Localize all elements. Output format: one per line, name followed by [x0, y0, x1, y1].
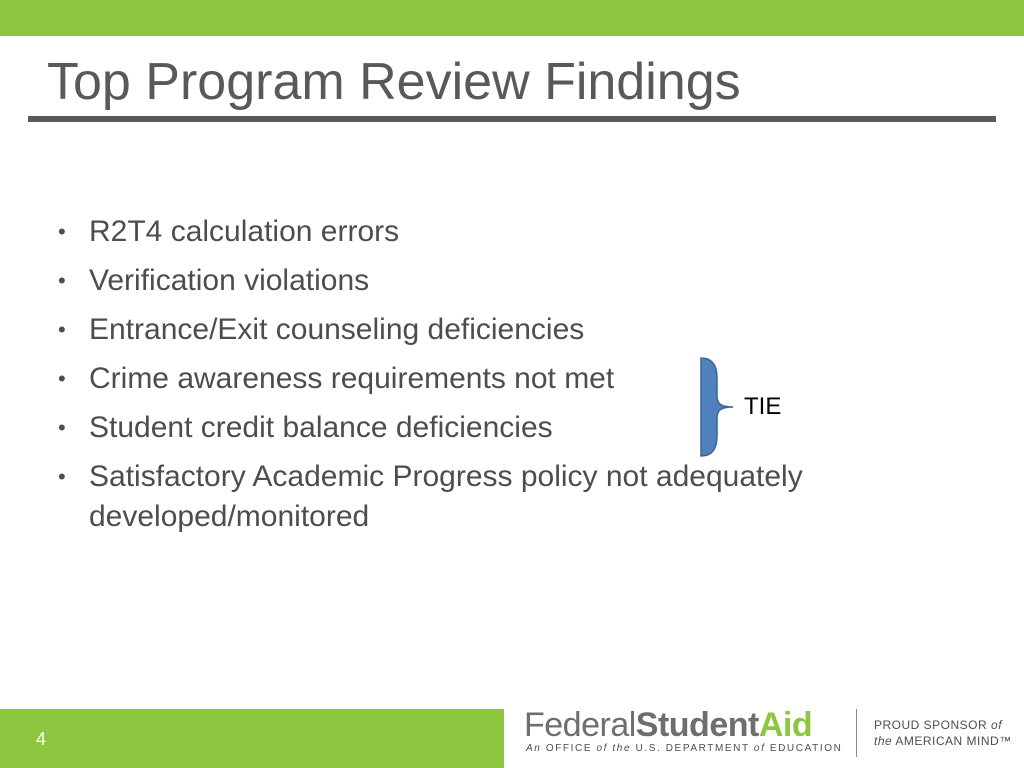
right-brace-shape — [697, 356, 737, 458]
federal-student-aid-logo — [524, 705, 1014, 765]
bullet-item — [58, 212, 958, 252]
logo-federal-text: Federal — [524, 706, 636, 744]
slide-title: Top Program Review Findings — [47, 53, 741, 111]
bullet-item — [58, 408, 958, 448]
bullet-text: Satisfactory Academic Progress policy not adequately developed/monitored — [89, 460, 803, 533]
bullet-item — [58, 457, 958, 537]
logo-student-text: Student — [635, 706, 759, 744]
bullet-item — [58, 261, 958, 301]
bullet-text: Student credit balance deficiencies — [89, 411, 553, 444]
bullet-marker: • — [58, 464, 66, 489]
top-accent-bar — [0, 0, 1024, 36]
footer-bar — [0, 709, 504, 768]
sponsor-tagline-line1: PROUD SPONSOR of — [874, 718, 1003, 732]
bullet-marker: • — [58, 317, 66, 342]
tie-label: TIE — [744, 393, 782, 420]
bullet-item — [58, 310, 958, 350]
bullet-marker: • — [58, 219, 66, 244]
logo-subtitle: An OFFICE of the U.S. DEPARTMENT of EDUCATION — [526, 743, 843, 754]
bullet-text: Verification violations — [89, 264, 370, 297]
bullet-marker: • — [58, 366, 66, 391]
bullet-item — [58, 359, 958, 399]
bullet-list — [58, 212, 958, 546]
bullet-text: Entrance/Exit counseling deficiencies — [89, 313, 585, 346]
bullet-text: Crime awareness requirements not met — [89, 362, 615, 395]
bullet-text: R2T4 calculation errors — [89, 215, 400, 248]
sponsor-tagline-line2: the AMERICAN MIND™ — [874, 734, 1012, 748]
bullet-marker: • — [58, 268, 66, 293]
slide-number: 4 — [36, 729, 47, 749]
title-underline — [28, 116, 996, 122]
logo-aid-text: Aid — [758, 706, 813, 744]
logo-divider — [856, 709, 857, 757]
logo-wordmark — [524, 705, 812, 745]
bullet-marker: • — [58, 415, 66, 440]
